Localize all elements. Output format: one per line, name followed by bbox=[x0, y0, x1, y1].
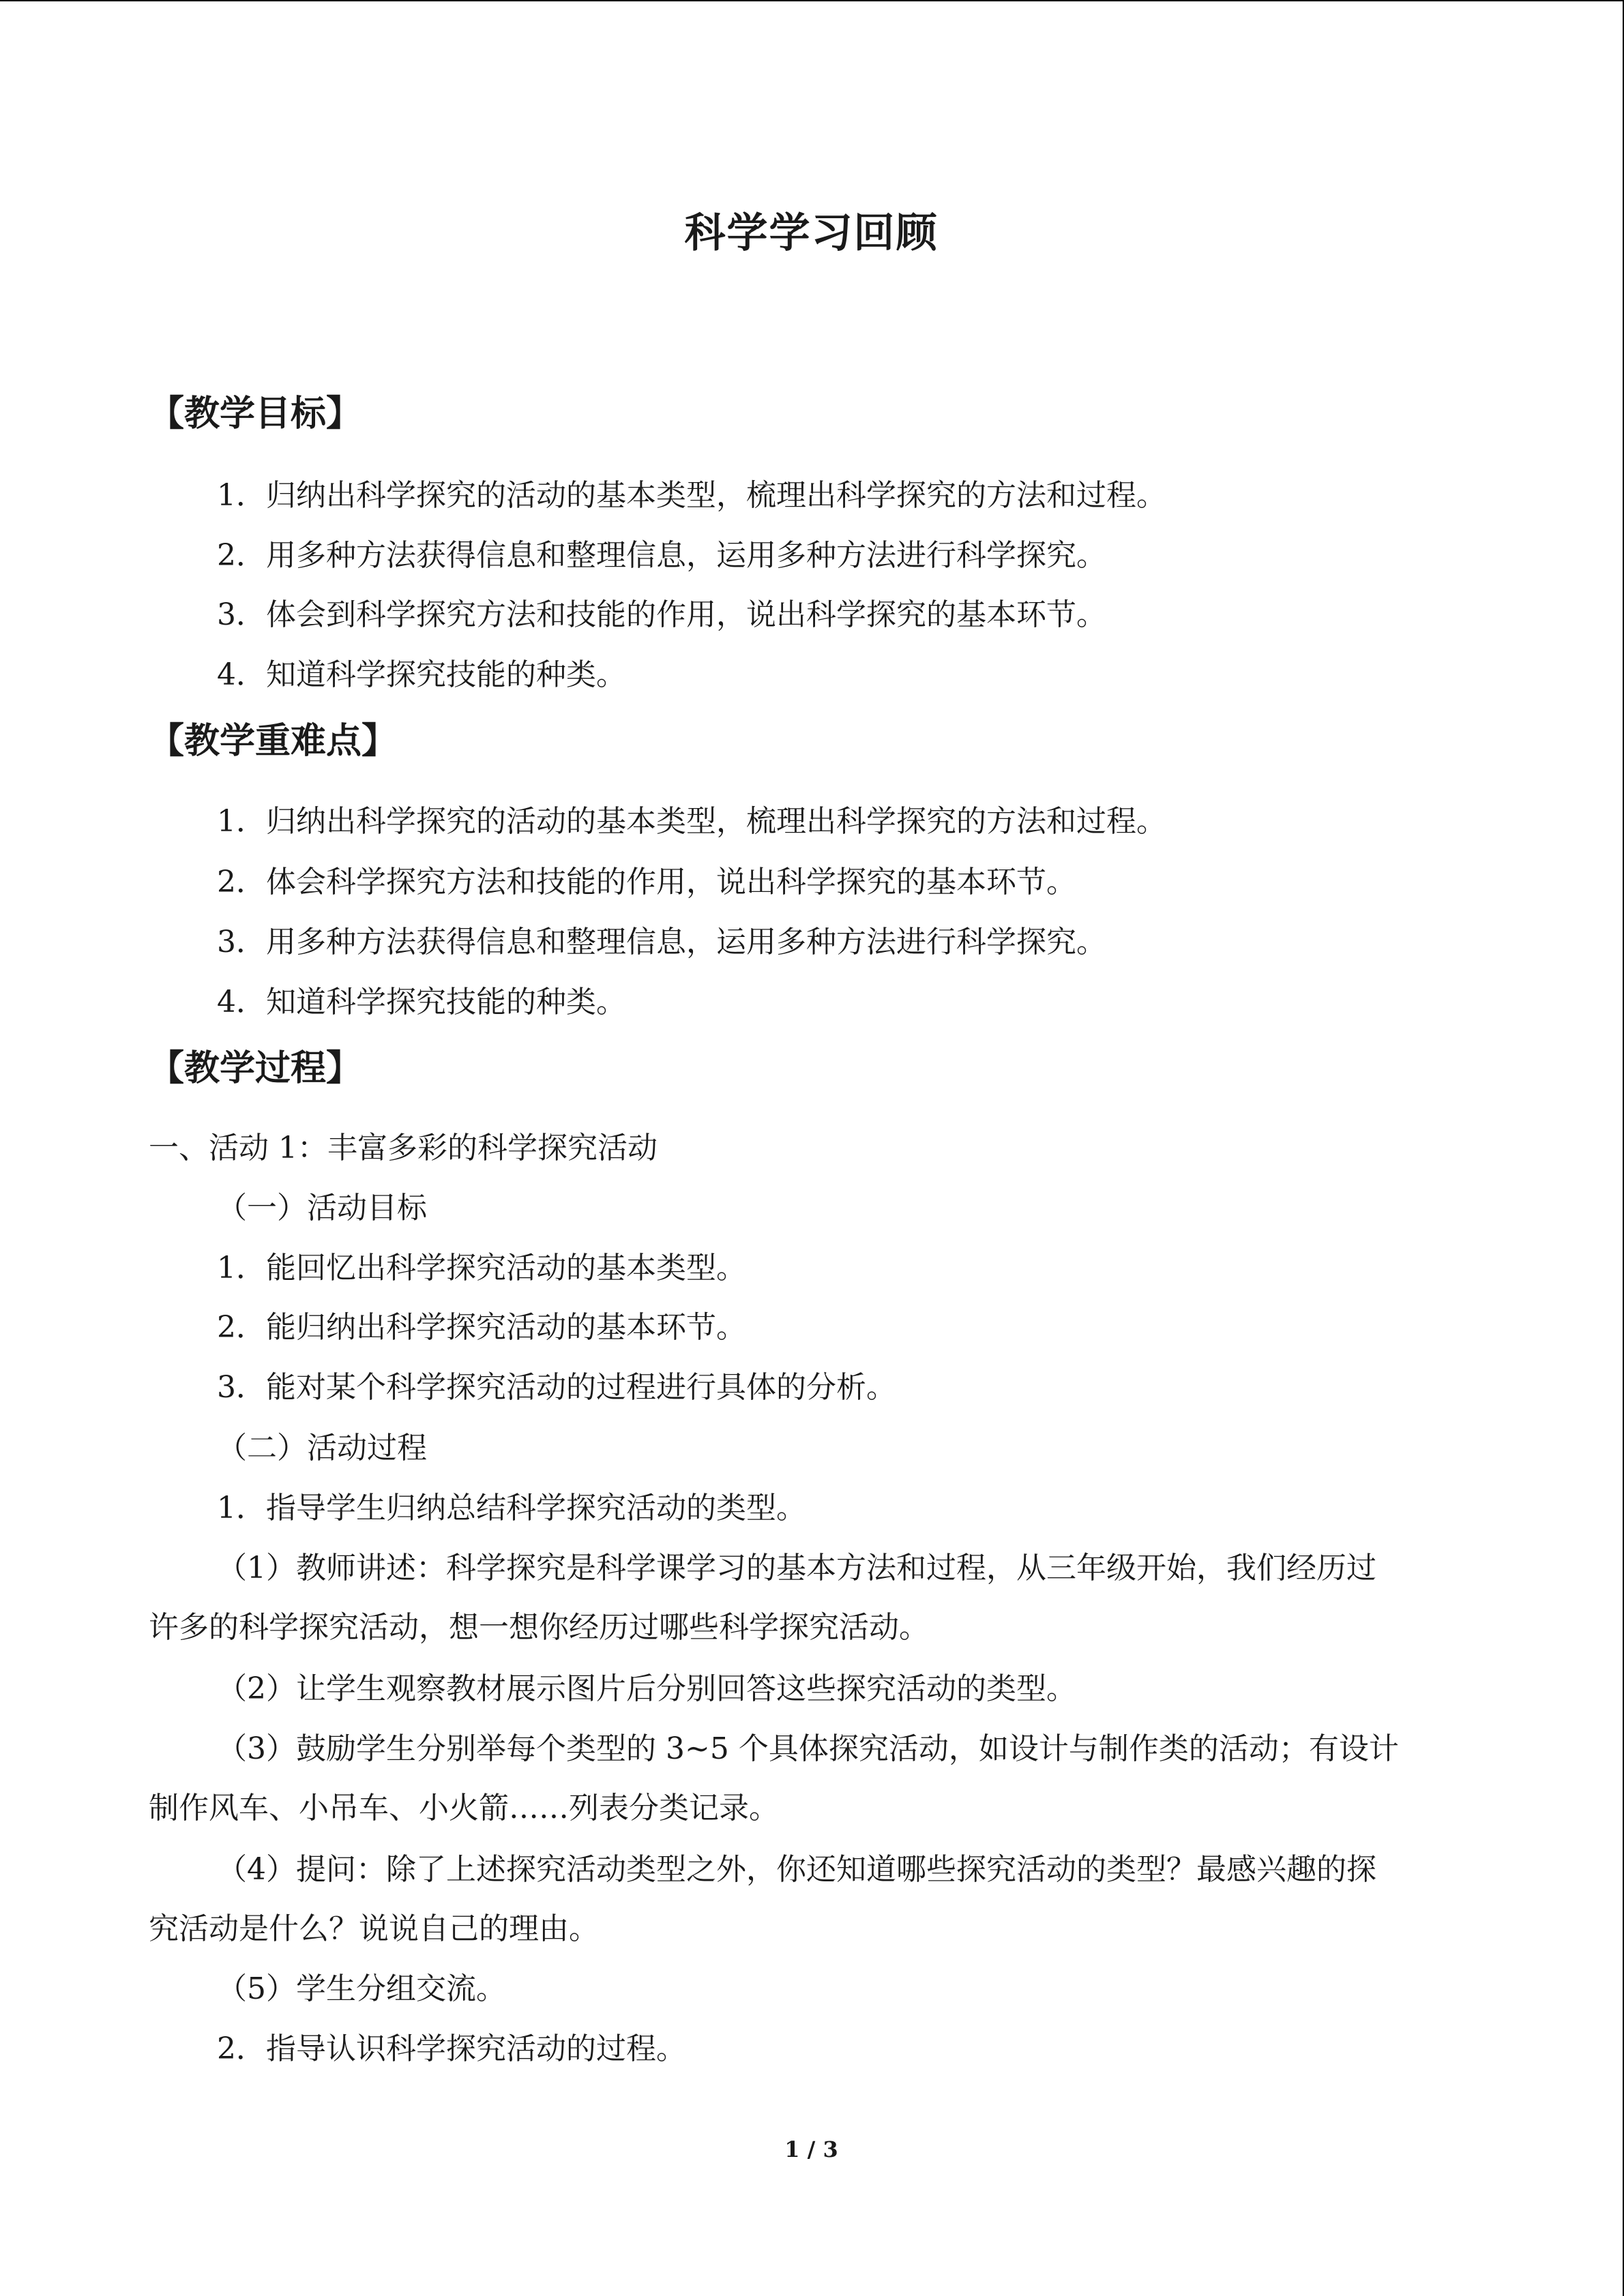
activity-goal-item-1: 1．能回忆出科学探究活动的基本类型。 bbox=[217, 1251, 746, 1285]
key-point-item-3: 3．用多种方法获得信息和整理信息，运用多种方法进行科学探究。 bbox=[217, 925, 1106, 959]
process-paragraph-2: （2）让学生观察教材展示图片后分别回答这些探究活动的类型。 bbox=[217, 1671, 1076, 1706]
key-point-item-4: 4．知道科学探究技能的种类。 bbox=[217, 985, 626, 1019]
activity-goal-label: （一）活动目标 bbox=[217, 1191, 427, 1225]
process-paragraph-1-line-1: （1）教师讲述：科学探究是科学课学习的基本方法和过程，从三年级开始，我们经历过 bbox=[217, 1551, 1376, 1585]
key-point-item-1: 1．归纳出科学探究的活动的基本类型，梳理出科学探究的方法和过程。 bbox=[217, 804, 1166, 839]
activity-goal-item-2: 2．能归纳出科学探究活动的基本环节。 bbox=[217, 1310, 746, 1345]
key-point-item-2: 2．体会科学探究方法和技能的作用，说出科学探究的基本环节。 bbox=[217, 865, 1076, 899]
activity-title: 一、活动 1：丰富多彩的科学探究活动 bbox=[149, 1131, 658, 1165]
goal-item-1: 1．归纳出科学探究的活动的基本类型，梳理出科学探究的方法和过程。 bbox=[217, 478, 1166, 513]
goal-item-3: 3．体会到科学探究方法和技能的作用，说出科学探究的基本环节。 bbox=[217, 597, 1106, 632]
page-title: 科学学习回顾 bbox=[684, 209, 939, 257]
process-paragraph-3-line-1: （3）鼓励学生分别举每个类型的 3~5 个具体探究活动，如设计与制作类的活动；有设计 bbox=[217, 1731, 1399, 1766]
goal-item-4: 4．知道科学探究技能的种类。 bbox=[217, 657, 626, 692]
page-number: 1 / 3 bbox=[784, 2136, 838, 2162]
section-heading-goals: 【教学目标】 bbox=[149, 393, 362, 434]
section-heading-key-points: 【教学重难点】 bbox=[149, 721, 398, 762]
process-step-1: 1．指导学生归纳总结科学探究活动的类型。 bbox=[217, 1491, 806, 1525]
process-paragraph-4-line-1: （4）提问：除了上述探究活动类型之外，你还知道哪些探究活动的类型？最感兴趣的探 bbox=[217, 1852, 1376, 1887]
goal-item-2: 2．用多种方法获得信息和整理信息，运用多种方法进行科学探究。 bbox=[217, 538, 1106, 573]
section-heading-process: 【教学过程】 bbox=[149, 1048, 362, 1089]
process-paragraph-3-line-2: 制作风车、小吊车、小火箭……列表分类记录。 bbox=[149, 1791, 779, 1825]
process-paragraph-4-line-2: 究活动是什么？说说自己的理由。 bbox=[149, 1911, 599, 1946]
activity-goal-item-3: 3．能对某个科学探究活动的过程进行具体的分析。 bbox=[217, 1370, 896, 1405]
process-paragraph-1-line-2: 许多的科学探究活动，想一想你经历过哪些科学探究活动。 bbox=[149, 1610, 929, 1645]
activity-process-label: （二）活动过程 bbox=[217, 1431, 427, 1465]
process-paragraph-5: （5）学生分组交流。 bbox=[217, 1971, 506, 2006]
process-step-2: 2．指导认识科学探究活动的过程。 bbox=[217, 2031, 686, 2066]
